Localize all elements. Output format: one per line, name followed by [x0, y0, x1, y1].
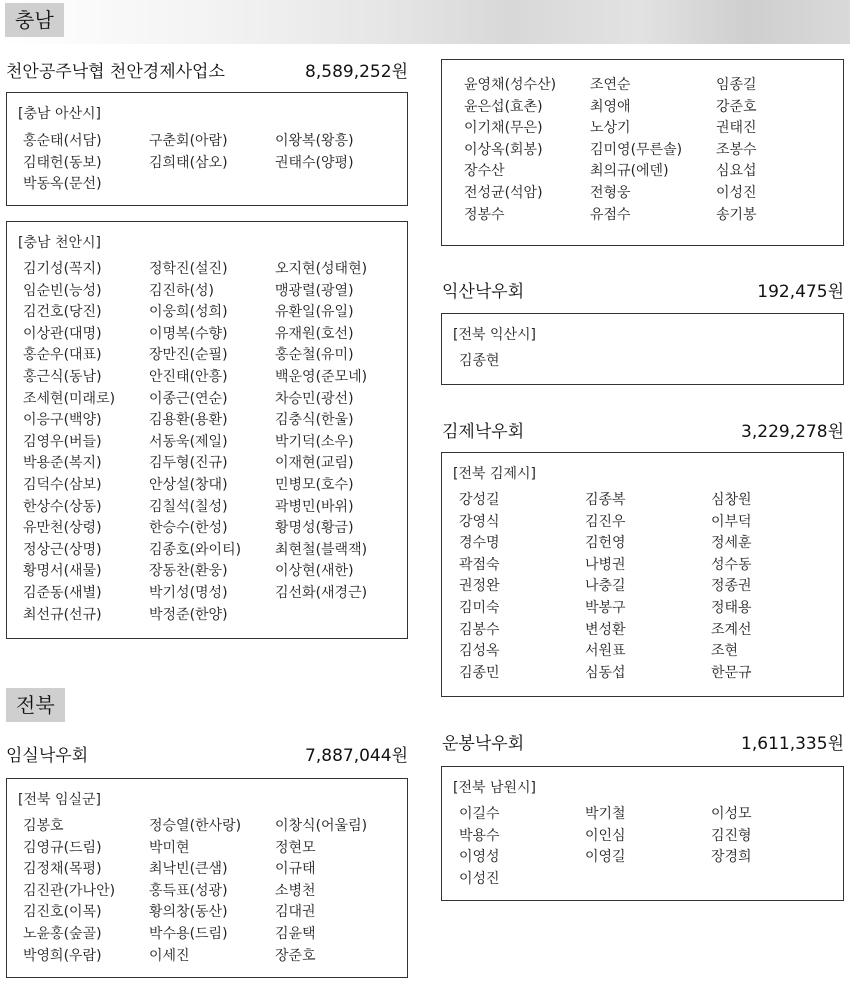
- member-name: 차승민(광선): [275, 390, 354, 407]
- member-name: 나충길: [585, 578, 626, 595]
- member-name: 장수산: [464, 163, 505, 180]
- member-name: 한승수(한성): [149, 520, 228, 537]
- member-name: 이상관(대명): [23, 325, 102, 342]
- member-name: 최영애: [590, 98, 631, 115]
- member-name: 이기채(무은): [464, 120, 543, 137]
- member-name: 이성진: [716, 184, 757, 201]
- member-name: 이성모: [711, 806, 752, 822]
- member-box-unbong: [441, 766, 844, 901]
- org-name: 익산낙우회: [442, 281, 525, 302]
- region-label: [전북 익산시]: [453, 327, 536, 343]
- member-name: 전성균(석암): [464, 184, 543, 201]
- member-name: 유환일(유일): [275, 304, 354, 321]
- member-box-gimje: [441, 452, 844, 697]
- member-name: 권태수(양평): [275, 154, 354, 171]
- member-name: 안진태(안흥): [149, 368, 228, 385]
- member-name: 홍순우(대표): [23, 347, 102, 364]
- region-label: [전북 남원시]: [453, 780, 536, 796]
- member-grid: [459, 804, 841, 890]
- member-name: 김종복: [585, 492, 626, 508]
- member-name: 박기성(명성): [149, 584, 228, 601]
- member-name: 강영식: [459, 513, 500, 530]
- member-name: 안상설(창대): [149, 476, 228, 493]
- member-name: 김기성(꼭지): [23, 261, 102, 277]
- org-name: 김제낙우회: [442, 421, 525, 442]
- member-name: 권태진: [716, 120, 757, 137]
- member-name: 김진형: [711, 827, 752, 844]
- member-name: 이길수: [459, 806, 500, 822]
- org-amount: 192,475원: [757, 281, 844, 302]
- member-name: 정현모: [275, 839, 316, 856]
- member-name: 이상현(새한): [275, 563, 354, 580]
- member-grid: [23, 131, 405, 196]
- member-name: 곽병민(바위): [275, 498, 354, 515]
- member-name: 심동섭: [585, 664, 626, 681]
- member-name: 이창식(어울림): [275, 818, 368, 834]
- member-name: 유점수: [590, 206, 631, 223]
- member-name: 김영규(드림): [23, 839, 102, 856]
- member-name: 장만진(순필): [149, 347, 228, 364]
- header-banner: [0, 0, 850, 44]
- member-name: 소병천: [275, 882, 316, 899]
- member-name: 김덕수(삼보): [23, 476, 102, 493]
- member-grid: [23, 816, 405, 967]
- member-name: 황명성(황금): [275, 520, 354, 537]
- region-label: [전북 임실군]: [18, 792, 101, 808]
- member-name: 김정채(목평): [23, 861, 102, 878]
- member-name: 장준호: [275, 947, 316, 964]
- member-name: 이인심: [585, 827, 626, 844]
- member-name: 정학진(설진): [149, 261, 228, 277]
- member-name: 이응구(백양): [23, 412, 102, 429]
- member-name: 노윤홍(숲골): [23, 925, 102, 942]
- member-name: 변성환: [585, 621, 626, 638]
- member-name: 박용준(복지): [23, 455, 102, 472]
- member-name: 김진호(이목): [23, 904, 102, 921]
- member-name: 경수명: [459, 535, 500, 552]
- member-name: 성수동: [711, 556, 752, 573]
- member-name: 유만천(상령): [23, 520, 102, 537]
- region-label: [충남 천안시]: [18, 235, 101, 251]
- member-name: 김진하(성): [149, 282, 215, 299]
- section-tag-chungnam: 충남: [5, 3, 64, 37]
- org-name: 운봉낙우회: [442, 733, 525, 754]
- org-amount: 1,611,335원: [741, 733, 844, 754]
- member-name: 심요섭: [716, 163, 757, 180]
- region-label: [전북 김제시]: [453, 466, 536, 482]
- member-name: 박기철: [585, 806, 626, 822]
- member-name: 강성길: [459, 492, 500, 508]
- member-name: 이왕복(왕흥): [275, 133, 354, 149]
- member-grid: [23, 259, 405, 626]
- member-name: 이상옥(회봉): [464, 141, 543, 158]
- member-name: 김건호(당진): [23, 304, 102, 321]
- member-name: 김종현: [459, 353, 500, 369]
- member-name: 정세훈: [711, 535, 752, 552]
- member-name: 조봉수: [716, 141, 757, 158]
- member-name: 김미숙: [459, 599, 500, 616]
- member-name: 김진관(가나안): [23, 882, 116, 899]
- member-name: 이명복(수향): [149, 325, 228, 342]
- member-box-cheonan: [6, 221, 408, 639]
- member-name: 박정준(한양): [149, 606, 228, 623]
- member-name: 황명서(새물): [23, 563, 102, 580]
- member-name: 김태헌(동보): [23, 154, 102, 171]
- member-name: 홍순철(유미): [275, 347, 354, 364]
- member-name: 임종길: [716, 77, 757, 93]
- member-name: 홍순태(서담): [23, 133, 102, 149]
- member-name: 김봉호: [23, 818, 64, 834]
- member-name: 김영우(버들): [23, 433, 102, 450]
- member-name: 강준호: [716, 98, 757, 115]
- org-amount: 7,887,044원: [305, 745, 408, 766]
- member-name: 김봉수: [459, 621, 500, 638]
- member-name: 윤영채(성수산): [464, 77, 557, 93]
- member-name: 박미현: [149, 839, 190, 856]
- member-name: 조세현(미래로): [23, 390, 116, 407]
- member-name: 이규태: [275, 861, 316, 878]
- member-name: 김대권: [275, 904, 316, 921]
- org-amount: 8,589,252원: [305, 61, 408, 82]
- member-name: 김선화(새경근): [275, 584, 368, 601]
- member-name: 곽점숙: [459, 556, 500, 573]
- member-name: 최선규(선규): [23, 606, 102, 623]
- member-name: 이세진: [149, 947, 190, 964]
- member-box-asan: [6, 92, 408, 206]
- member-name: 김충식(한울): [275, 412, 354, 429]
- member-name: 서동욱(제일): [149, 433, 228, 450]
- member-name: 권정완: [459, 578, 500, 595]
- member-name: 전형웅: [590, 184, 631, 201]
- member-name: 장동찬(환웅): [149, 563, 228, 580]
- member-name: 최낙빈(큰샘): [149, 861, 228, 878]
- member-name: 나병권: [585, 556, 626, 573]
- member-name: 최의규(에덴): [590, 163, 669, 180]
- member-name: 김칠석(칠성): [149, 498, 228, 515]
- member-name: 백운영(준모네): [275, 368, 368, 385]
- org-header-unbong: [442, 729, 844, 753]
- member-name: 조현: [711, 643, 739, 660]
- member-name: 이종근(연순): [149, 390, 228, 407]
- member-name: 김종민: [459, 664, 500, 681]
- member-name: 김두형(진규): [149, 455, 228, 472]
- member-name: 정태용: [711, 599, 752, 616]
- member-name: 조연순: [590, 77, 631, 93]
- member-name: 김진우: [585, 513, 626, 530]
- member-name: 정종권: [711, 578, 752, 595]
- member-grid: [459, 351, 841, 373]
- member-name: 박용수: [459, 827, 500, 844]
- member-name: 이영성: [459, 849, 500, 866]
- member-name: 이영길: [585, 849, 626, 866]
- org-header-iksan: [442, 277, 844, 301]
- member-name: 김희태(삼오): [149, 154, 228, 171]
- member-name: 민병모(호수): [275, 476, 354, 493]
- org-name: 천안공주낙협 천안경제사업소: [6, 61, 225, 82]
- region-label: [충남 아산시]: [18, 106, 101, 122]
- member-name: 송기봉: [716, 206, 757, 223]
- member-name: 심창원: [711, 492, 752, 508]
- member-name: 홍득표(성광): [149, 882, 228, 899]
- member-name: 박영희(우람): [23, 947, 102, 964]
- member-grid: [464, 75, 846, 226]
- member-name: 윤은섭(효촌): [464, 98, 543, 115]
- member-name: 황의창(동산): [149, 904, 228, 921]
- member-name: 장경희: [711, 849, 752, 866]
- org-name: 임실낙우회: [6, 745, 89, 766]
- member-name: 오지현(성태현): [275, 261, 368, 277]
- member-name: 맹광렬(광열): [275, 282, 354, 299]
- org-amount: 3,229,278원: [741, 421, 844, 442]
- org-header-cheonan-gongju: [6, 57, 408, 81]
- member-name: 박수용(드림): [149, 925, 228, 942]
- member-name: 이성진: [459, 870, 500, 887]
- member-box-imsil: [6, 778, 408, 978]
- member-name: 한상수(상동): [23, 498, 102, 515]
- member-name: 김성옥: [459, 643, 500, 660]
- member-box-cheonan-continued: [441, 59, 844, 246]
- member-name: 김종호(와이티): [149, 541, 242, 558]
- member-name: 박동옥(문선): [23, 176, 102, 193]
- member-name: 정승열(한사랑): [149, 818, 242, 834]
- member-name: 정봉수: [464, 206, 505, 223]
- org-header-gimje: [442, 417, 844, 441]
- member-name: 유재원(호선): [275, 325, 354, 342]
- member-box-iksan: [441, 313, 844, 385]
- member-name: 노상기: [590, 120, 631, 137]
- member-name: 홍근식(동남): [23, 368, 102, 385]
- member-name: 조계선: [711, 621, 752, 638]
- member-name: 박기덕(소우): [275, 433, 354, 450]
- member-name: 김윤택: [275, 925, 316, 942]
- member-name: 서원표: [585, 643, 626, 660]
- member-name: 최현철(블랙잭): [275, 541, 368, 558]
- member-grid: [459, 490, 841, 684]
- member-name: 김헌영: [585, 535, 626, 552]
- member-name: 김미영(무른솔): [590, 141, 683, 158]
- section-tag-jeonbuk: 전북: [6, 688, 65, 722]
- member-name: 김용환(용환): [149, 412, 228, 429]
- member-name: 김준동(새별): [23, 584, 102, 601]
- member-name: 정상근(상명): [23, 541, 102, 558]
- member-name: 한문규: [711, 664, 752, 681]
- member-name: 구춘회(아람): [149, 133, 228, 149]
- member-name: 임순빈(능성): [23, 282, 102, 299]
- member-name: 이웅희(성희): [149, 304, 228, 321]
- org-header-imsil: [6, 741, 408, 765]
- member-name: 이부덕: [711, 513, 752, 530]
- member-name: 박봉구: [585, 599, 626, 616]
- member-name: 이재현(교림): [275, 455, 354, 472]
